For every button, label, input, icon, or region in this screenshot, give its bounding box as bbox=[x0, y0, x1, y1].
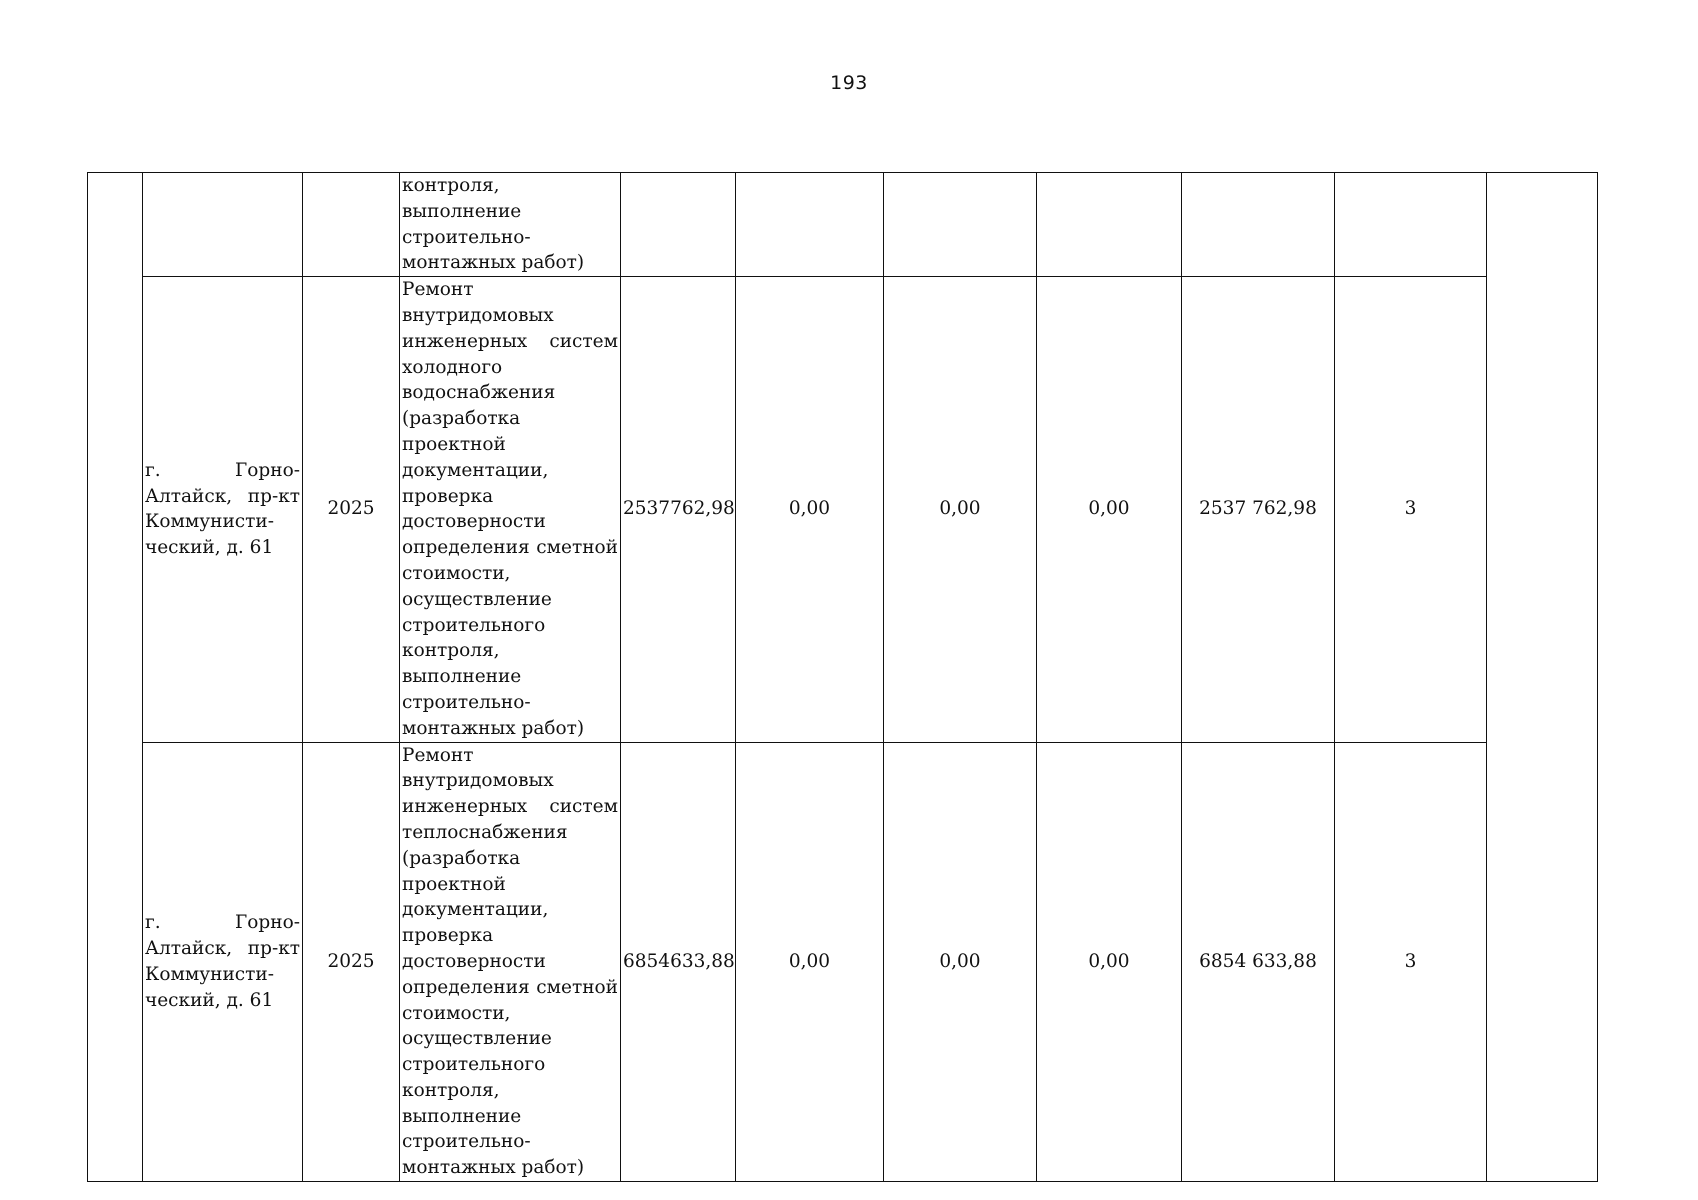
description-line: документации, bbox=[402, 899, 549, 921]
description-line: осуществление bbox=[402, 1028, 552, 1050]
address-line: г. Горно- bbox=[145, 459, 300, 481]
table-row bbox=[88, 742, 1598, 1182]
amount-cell: 0,00 bbox=[1037, 277, 1182, 742]
amount-cell: 0,00 bbox=[1037, 742, 1182, 1182]
table-row bbox=[88, 277, 1598, 742]
address-line: Коммунисти- bbox=[145, 511, 274, 533]
description-line: монтажных работ) bbox=[402, 252, 585, 274]
year-cell: 2025 bbox=[303, 277, 400, 742]
description-line: теплоснабжения bbox=[402, 821, 568, 843]
description-line: строительно- bbox=[402, 1131, 531, 1153]
description-line: строительно- bbox=[402, 691, 531, 713]
description-line: осуществление bbox=[402, 588, 552, 610]
amount-cell bbox=[736, 173, 884, 277]
description-line: проверка bbox=[402, 485, 494, 507]
description-line: водоснабжения bbox=[402, 382, 556, 404]
description-line: стоимости, bbox=[402, 562, 511, 584]
total-cost-cell: 6854633,88 bbox=[621, 742, 736, 1182]
amount-cell bbox=[1182, 173, 1335, 277]
address-line: Алтайск, пр-кт bbox=[145, 938, 300, 959]
description-line: достоверности bbox=[402, 950, 546, 972]
description-line: (разработка проектной bbox=[402, 408, 521, 455]
description-line: инженерных систем bbox=[402, 330, 618, 352]
description-line: монтажных работ) bbox=[402, 717, 585, 739]
address-line: ческий, д. 61 bbox=[145, 537, 274, 559]
address-line: Коммунисти- bbox=[145, 963, 274, 985]
total-cost-cell bbox=[621, 173, 736, 277]
description-line: инженерных систем bbox=[402, 796, 618, 818]
description-line: внутридомовых bbox=[402, 304, 554, 326]
amount-cell bbox=[1037, 173, 1182, 277]
address-line: ческий, д. 61 bbox=[145, 989, 274, 1011]
amount-cell: 2537 762,98 bbox=[1182, 277, 1335, 742]
address-line: Алтайск, пр-кт bbox=[145, 485, 300, 507]
work-description-cell bbox=[400, 277, 621, 742]
description-line: Ремонт bbox=[402, 744, 474, 766]
description-line: определения сметной bbox=[402, 976, 618, 998]
total-cost-cell: 2537762,98 bbox=[621, 277, 736, 742]
count-cell: 3 bbox=[1335, 742, 1487, 1182]
page-number: 193 bbox=[830, 72, 868, 94]
description-line: контроля, выполнение bbox=[402, 1079, 522, 1127]
description-line: достоверности bbox=[402, 511, 546, 533]
description-line: Ремонт bbox=[402, 279, 474, 301]
index-cell bbox=[88, 173, 143, 1182]
description-line: контроля, выполнение bbox=[402, 175, 522, 222]
address-cell bbox=[143, 277, 303, 742]
year-cell: 2025 bbox=[303, 742, 400, 1182]
address-cell bbox=[143, 173, 303, 277]
description-line: строительно- bbox=[402, 226, 531, 248]
amount-cell: 0,00 bbox=[736, 277, 884, 742]
description-line: контроля, выполнение bbox=[402, 640, 522, 688]
description-line: стоимости, bbox=[402, 1002, 511, 1024]
description-line: холодного bbox=[402, 356, 503, 378]
remarks-cell bbox=[1487, 173, 1598, 1182]
work-description-cell bbox=[400, 173, 621, 277]
amount-cell: 6854 633,88 bbox=[1182, 742, 1335, 1182]
address-cell bbox=[143, 742, 303, 1182]
description-line: внутридомовых bbox=[402, 770, 554, 792]
address-line: г. Горно- bbox=[145, 912, 300, 934]
description-line: проверка bbox=[402, 925, 494, 947]
description-line: определения сметной bbox=[402, 537, 618, 559]
count-cell: 3 bbox=[1335, 277, 1487, 742]
amount-cell: 0,00 bbox=[884, 742, 1037, 1182]
work-description-cell bbox=[400, 742, 621, 1182]
continued-row bbox=[88, 173, 1598, 277]
description-line: документации, bbox=[402, 459, 549, 481]
description-line: монтажных работ) bbox=[402, 1157, 585, 1179]
amount-cell: 0,00 bbox=[736, 742, 884, 1182]
description-line: (разработка проектной bbox=[402, 847, 521, 895]
description-line: строительного bbox=[402, 614, 546, 636]
amount-cell bbox=[884, 173, 1037, 277]
description-line: строительного bbox=[402, 1054, 546, 1076]
count-cell bbox=[1335, 173, 1487, 277]
year-cell bbox=[303, 173, 400, 277]
repair-schedule-table bbox=[87, 172, 1598, 1182]
amount-cell: 0,00 bbox=[884, 277, 1037, 742]
